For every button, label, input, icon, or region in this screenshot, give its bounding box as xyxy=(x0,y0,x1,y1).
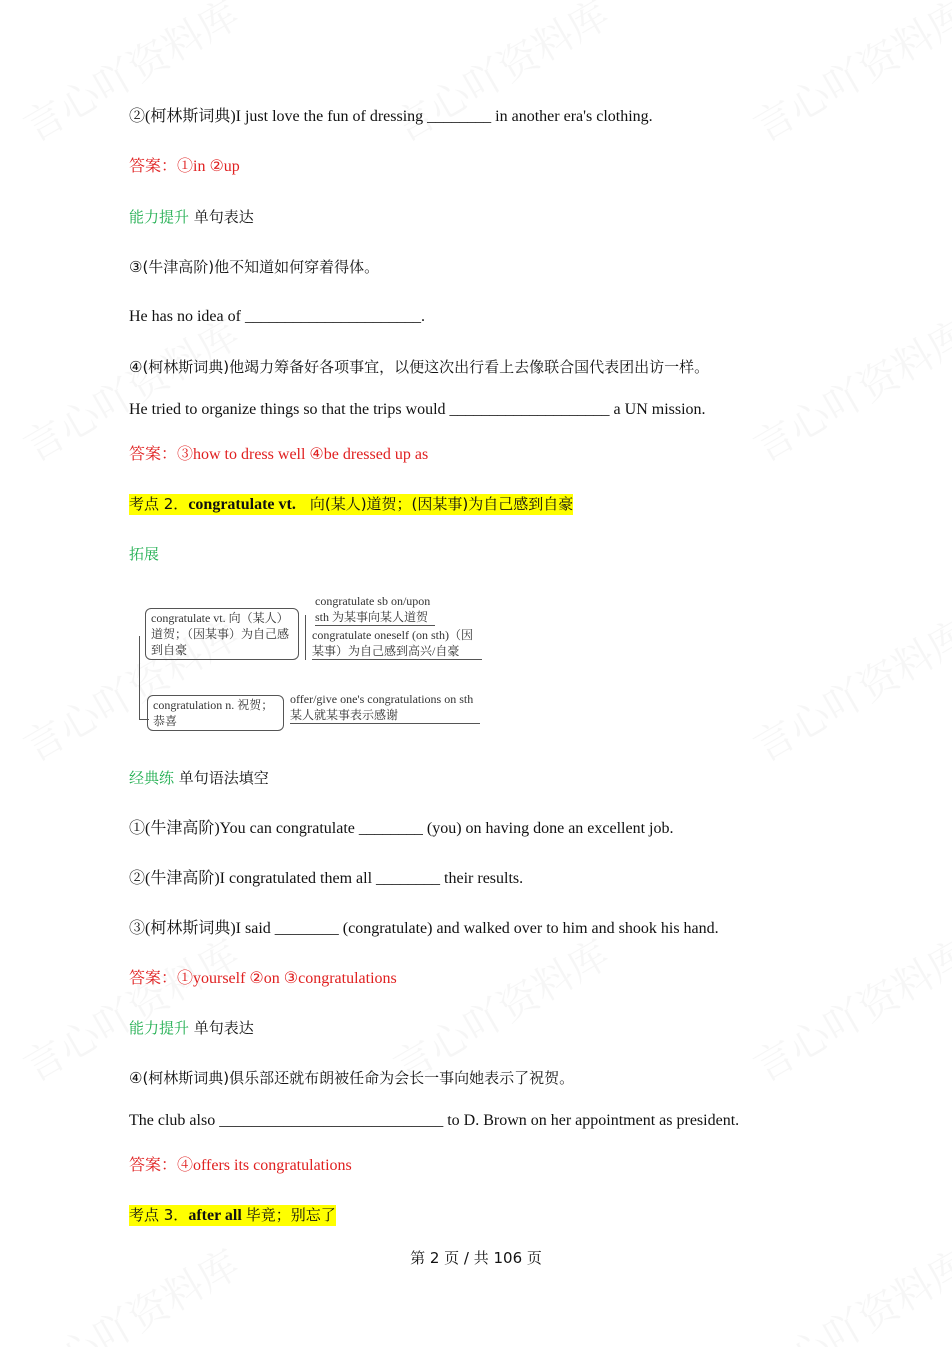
section-title: 单句表达 xyxy=(193,1019,254,1037)
key-point-word: congratulate vt. xyxy=(188,496,296,513)
watermark xyxy=(742,304,952,473)
watermark xyxy=(12,0,248,153)
exercise-1: ①(牛津高阶)You can congratulate ________ (you) on having done an excellent job. xyxy=(129,820,674,837)
answer-2: 答案：③how to dress well ④be dressed up as xyxy=(129,446,429,463)
question-2: ②(柯林斯词典)I just love the fun of dressing ________ in another era's clothing. xyxy=(129,108,653,125)
exercise-2: ②(牛津高阶)I congratulated them all ________ their results. xyxy=(129,870,524,887)
section-label: 能力提升 xyxy=(129,1019,190,1037)
section-heading xyxy=(129,206,254,228)
key-point-definition: 毕竟；别忘了 xyxy=(245,1206,336,1224)
section-heading xyxy=(129,1017,254,1039)
section-heading xyxy=(129,767,269,789)
diagram-branch: offer/give one's congratulations on sth 某人就某事表示感谢 xyxy=(290,691,480,724)
key-point-definition: 向(某人)道贺；(因某事)为自己感到自豪 xyxy=(309,495,574,513)
section-title: 单句语法填空 xyxy=(178,769,269,787)
page-footer: 第 2 页 / 共 106 页 xyxy=(410,1249,542,1267)
watermark xyxy=(742,924,952,1093)
exercise-3: ③(柯林斯词典)I said ________ (congratulate) and walked over to him and shook his hand. xyxy=(129,920,719,937)
exercise-4: ④(柯林斯词典)俱乐部还就布朗被任命为会长一事向她表示了祝贺。 xyxy=(129,1069,575,1087)
question-4: ④(柯林斯词典)他竭力筹备好各项事宜，以便这次出行看上去像联合国代表团出访一样。 xyxy=(129,358,710,376)
key-point-3 xyxy=(129,1204,336,1227)
key-point-prefix: 考点 2． xyxy=(129,495,189,513)
section-label: 经典练 xyxy=(129,769,175,787)
question-3: ③(牛津高阶)他不知道如何穿着得体。 xyxy=(129,258,380,276)
diagram-box-noun: congratulation n. 祝贺；恭喜 xyxy=(147,695,284,731)
watermark xyxy=(742,0,952,153)
diagram-branch: congratulate oneself (on sth)（因某事）为自己感到高兴/自豪 xyxy=(312,627,482,660)
expand-heading: 拓展 xyxy=(129,545,160,563)
section-title: 单句表达 xyxy=(193,208,254,226)
diagram-box-verb: congratulate vt. 向（某人）道贺；（因某事）为自己感到自豪 xyxy=(145,608,299,660)
diagram-branch: congratulate sb on/upon sth 为某事向某人道贺 xyxy=(315,593,435,626)
key-point-2 xyxy=(129,493,573,516)
watermark xyxy=(742,604,952,773)
answer-4: 答案：④offers its congratulations xyxy=(129,1157,352,1174)
key-point-prefix: 考点 3． xyxy=(129,1206,189,1224)
answer-1: 答案：①in ②up xyxy=(129,158,240,175)
watermark xyxy=(382,0,618,153)
key-point-word: after all xyxy=(188,1207,242,1224)
exercise-4-english: The club also ____________________________ to D. Brown on her appointment as president. xyxy=(129,1112,740,1129)
question-3-english: He has no idea of ______________________. xyxy=(129,308,425,325)
section-label: 能力提升 xyxy=(129,208,190,226)
question-4-english: He tried to organize things so that the trips would ____________________ a UN mission. xyxy=(129,401,706,418)
answer-3: 答案：①yourself ②on ③congratulations xyxy=(129,970,397,987)
